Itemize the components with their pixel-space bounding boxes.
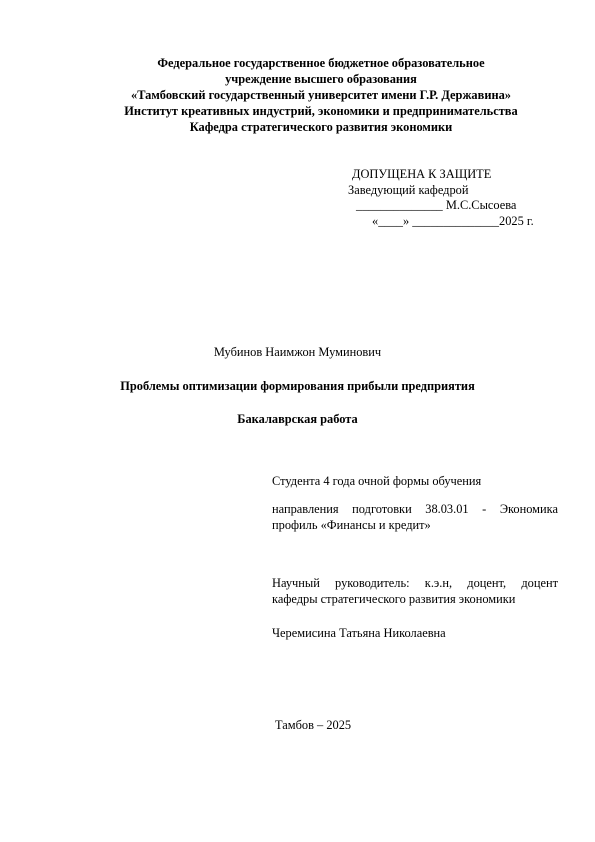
header-line-4: Институт креативных индустрий, экономики и предпринимательства <box>124 104 518 118</box>
header-line-1: Федеральное государственное бюджетное образовательное <box>157 56 485 70</box>
supervisor-line-2: кафедры стратегического развития экономики <box>272 592 516 606</box>
supervisor-line-1: Научный руководитель: к.э.н, доцент, доцент <box>272 576 558 590</box>
supervisor-name-block <box>272 625 558 641</box>
program-line: направления подготовки 38.03.01 - Экономика <box>272 502 558 516</box>
city-year: Тамбов – 2025 <box>275 718 352 732</box>
approval-status: ДОПУЩЕНА К ЗАЩИТЕ <box>352 167 492 181</box>
approval-block <box>348 167 580 229</box>
student-info <box>272 473 558 489</box>
supervisor-info <box>272 575 558 607</box>
author-name: Мубинов Наимжон Муминович <box>213 345 382 359</box>
student-line-1: Студента 4 года очной формы обучения <box>272 474 482 488</box>
header-line-3: «Тамбовский государственный университет имени Г.Р. Державина» <box>131 88 511 102</box>
institution-header <box>60 55 582 135</box>
approval-position: Заведующий кафедрой <box>348 182 469 197</box>
approval-signature-line: ______________ М.С.Сысоева <box>356 198 517 212</box>
approval-date-line: «____» ______________2025 г. <box>372 213 534 228</box>
program-info <box>272 501 558 533</box>
header-line-2: учреждение высшего образования <box>225 72 417 86</box>
supervisor-name: Черемисина Татьяна Николаевна <box>272 626 446 640</box>
work-type: Бакалаврская работа <box>237 412 358 426</box>
header-line-5: Кафедра стратегического развития экономики <box>189 120 453 134</box>
thesis-title: Проблемы оптимизации формирования прибыли предприятия <box>120 379 475 393</box>
profile-line: профиль «Финансы и кредит» <box>272 518 431 532</box>
